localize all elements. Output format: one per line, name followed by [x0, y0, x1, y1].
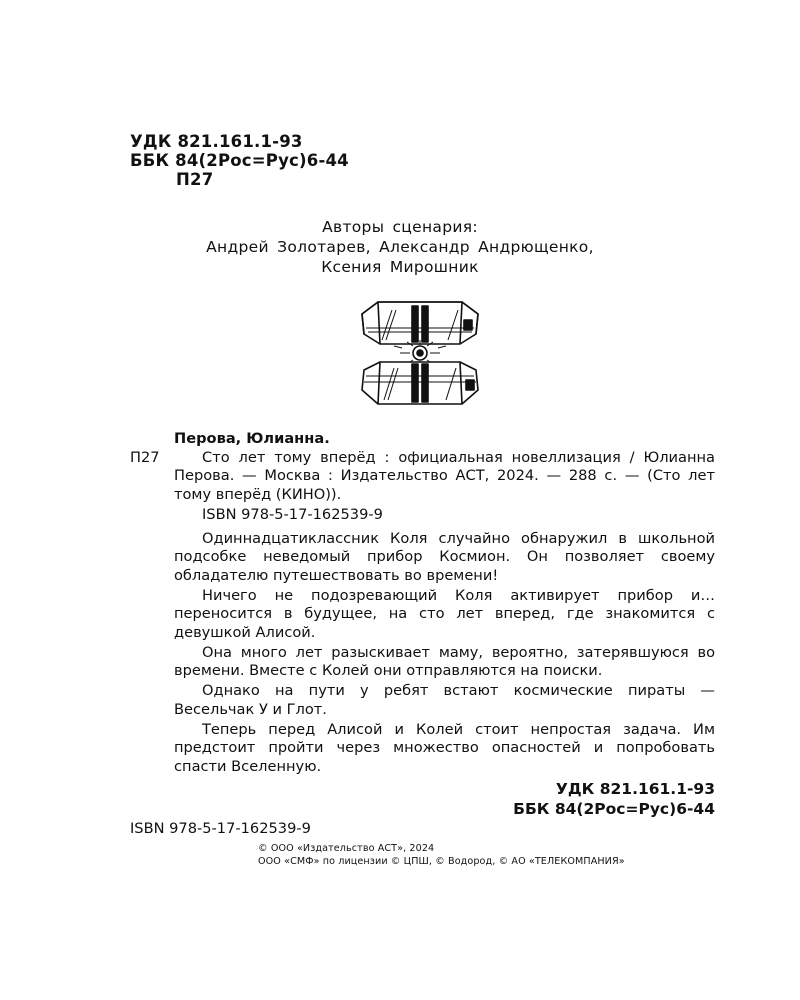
- annotation-paragraph: Теперь перед Алисой и Колей стоит непростая задача. Им предстоит пройти через множество опасностей и попробовать спасти Вселенную.: [174, 720, 715, 775]
- copyright-notice: [258, 842, 625, 868]
- annotation-paragraph: Она много лет разыскивает маму, вероятно, затерявшуюся во времени. Вместе с Колей они отправляются на поиски.: [174, 643, 715, 679]
- copyright-line-1: © ООО «Издательство АСТ», 2024: [258, 843, 435, 854]
- authors-heading: Авторы сценария:: [322, 218, 478, 236]
- annotation-paragraph: Ничего не подозревающий Коля активирует прибор и… переносится в будущее, на сто лет вперед, где знакомится с девушкой Алисой.: [174, 586, 715, 641]
- bbk-code-right: ББК 84(2Рос=Рус)6-44: [513, 799, 715, 818]
- authors-line-1: Андрей Золотарев, Александр Андрющенко,: [206, 238, 594, 256]
- annotation: [130, 530, 715, 777]
- entry-isbn: ISBN 978-5-17-162539-9: [202, 506, 383, 523]
- annotation-paragraph: Однако на пути у ребят встают космические пираты — Весельчак У и Глот.: [174, 682, 715, 718]
- entry-code: П27: [130, 448, 160, 466]
- authors-line-2: Ксения Мирошник: [321, 258, 479, 276]
- annotation-paragraph: Одиннадцатиклассник Коля случайно обнаружил в школьной подсобке неведомый прибор Космион. Он позволяет своему обладателю путешествовать во времени!: [174, 529, 715, 584]
- bbk-code: ББК 84(2Рос=Рус)6-44: [130, 151, 349, 170]
- kosmion-device-icon: [352, 296, 487, 410]
- classification-codes-right: [130, 780, 715, 819]
- copyright-line-2: ООО «СМФ» по лицензии © ЦПШ, © Водород, © АО «ТЕЛЕКОМПАНИЯ»: [258, 856, 625, 867]
- isbn: ISBN 978-5-17-162539-9: [130, 820, 311, 837]
- bibliographic-entry: [130, 449, 715, 505]
- bibliographic-record: [130, 430, 715, 819]
- entry-description: Сто лет тому вперёд : официальная новеллизация / Юлианна Перова. — Москва : Издательство АСТ, 2024. — 288 с. — (Сто лет тому вперёд (КИНО)).: [174, 448, 715, 503]
- udk-code: УДК 821.161.1-93: [130, 132, 303, 151]
- author-heading: Перова, Юлианна.: [174, 430, 330, 447]
- screenplay-authors: [100, 217, 700, 277]
- author-sign: П27: [176, 170, 214, 189]
- classification-block: [130, 132, 349, 189]
- udk-code-right: УДК 821.161.1-93: [555, 780, 715, 798]
